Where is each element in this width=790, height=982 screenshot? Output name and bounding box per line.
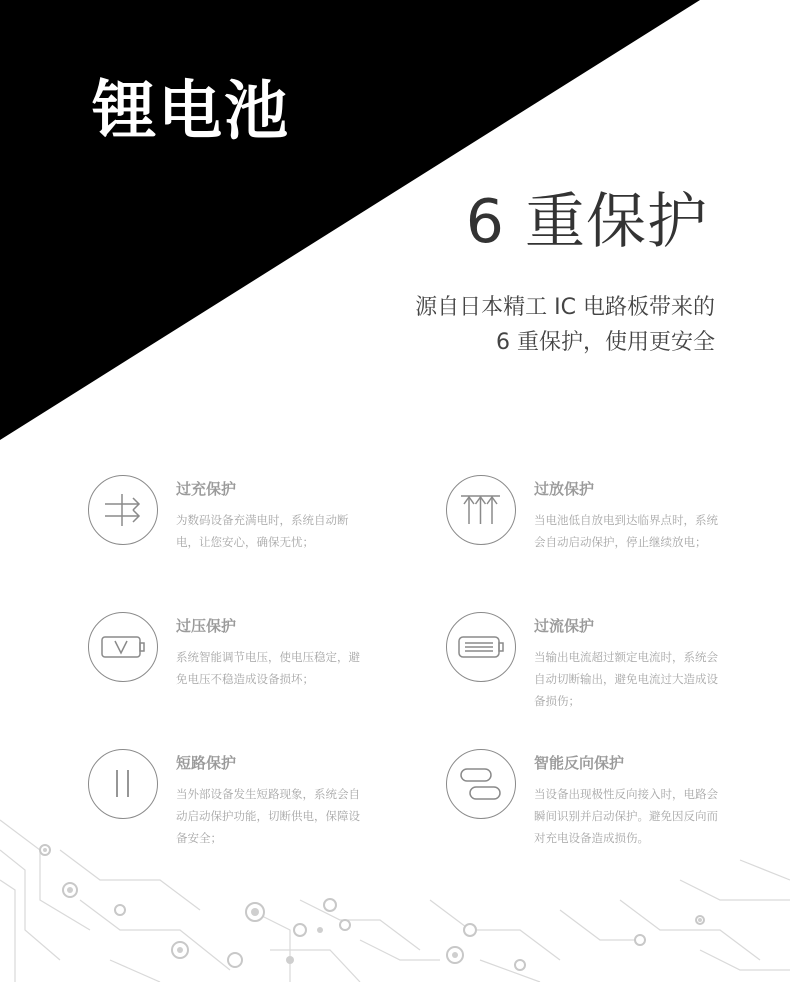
feature-desc: 当设备出现极性反向接入时，电路会瞬间识别并启动保护。避免因反向而对充电设备造成损伤。 [534,787,718,845]
feature-title: 过压保护 [176,617,237,635]
subtitle-line-1: 源自日本精工 IC 电路板带来的 [415,295,715,320]
feature-title: 过放保护 [534,480,595,498]
arrows-right-icon [88,475,158,545]
headline: 6 重保护 [465,187,708,257]
feature-overcurrent [446,612,746,722]
arrows-up-icon [446,475,516,545]
feature-title: 过充保护 [176,480,237,498]
feature-reverse-protection [446,749,746,859]
feature-short-circuit [88,749,388,859]
battery-current-icon [446,612,516,682]
parallel-lines-icon [88,749,158,819]
feature-overcharge [88,475,388,585]
feature-overdischarge [446,475,746,585]
feature-desc: 为数码设备充满电时，系统自动断电，让您安心，确保无忧； [176,513,349,549]
battery-voltage-icon [88,612,158,682]
page-title: 锂电池 [92,75,290,149]
feature-desc: 当电池低自放电到达临界点时，系统会自动启动保护，停止继续放电； [534,513,718,549]
feature-desc: 当外部设备发生短路现象，系统会自动启动保护功能，切断供电，保障设备安全； [176,787,360,845]
circuit-nodes [40,845,704,970]
subtitle [295,290,715,360]
feature-title: 过流保护 [534,617,595,635]
feature-title: 智能反向保护 [534,754,625,772]
subtitle-line-2: 6 重保护，使用更安全 [496,330,715,355]
feature-overvoltage [88,612,388,722]
reverse-pills-icon [446,749,516,819]
feature-desc: 系统智能调节电压，使电压稳定，避免电压不稳造成设备损坏； [176,650,360,686]
feature-desc: 当输出电流超过额定电流时，系统会自动切断输出，避免电流过大造成设备损伤； [534,650,718,708]
feature-title: 短路保护 [176,754,237,772]
